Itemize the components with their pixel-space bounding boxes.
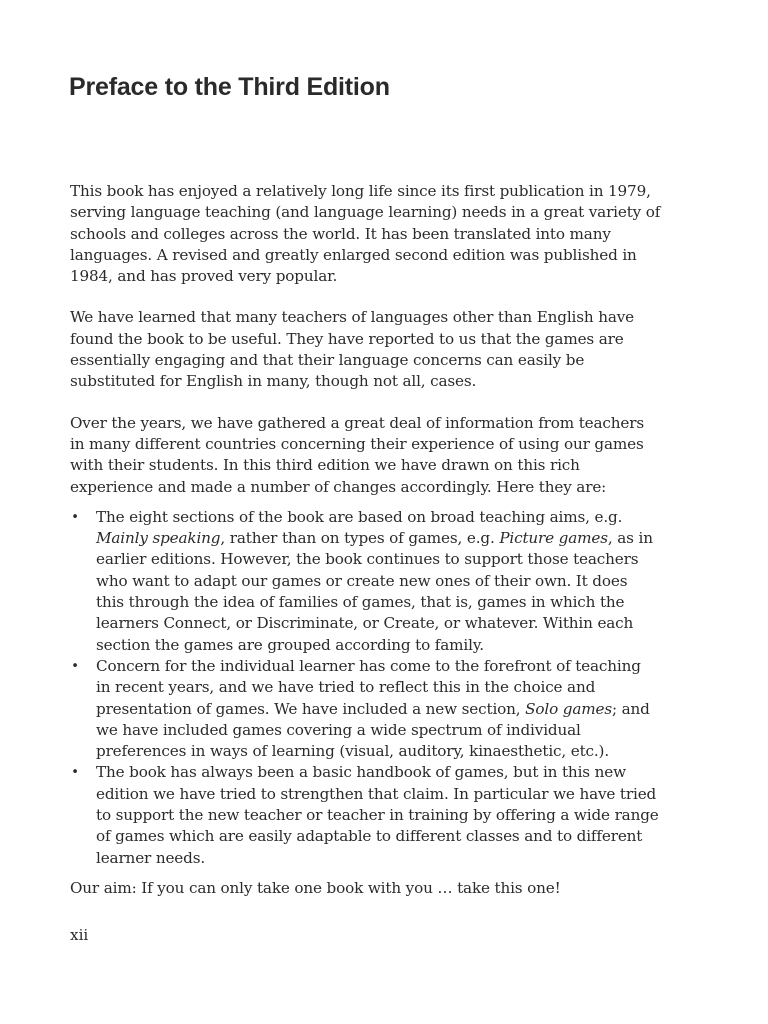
text-line: edition we have tried to strengthen that claim. In particular we have tried [96, 784, 657, 803]
preface-body [70, 181, 710, 899]
text-line: The eight sections of the book are based on broad teaching aims, e.g. [96, 507, 623, 526]
text-line: we have included games covering a wide spectrum of individual [96, 720, 581, 739]
text-line: serving language teaching (and language learning) needs in a great variety of [70, 203, 661, 222]
text-line: essentially engaging and that their language concerns can easily be [70, 351, 585, 370]
text-line: in recent years, and we have tried to reflect this in the choice and [96, 678, 596, 697]
text-line: who want to adapt our games or create new ones of their own. It does [96, 571, 628, 590]
text-line: This book has enjoyed a relatively long life since its first publication in 1979, [70, 182, 651, 200]
paragraph-changes-intro [70, 413, 710, 498]
text-line: to support the new teacher or teacher in training by offering a wide range [96, 806, 659, 825]
emphasis-text: Picture games [499, 529, 608, 548]
text-line: We have learned that many teachers of languages other than English have [70, 308, 635, 327]
paragraph-other-languages [70, 307, 710, 392]
bullet-icon: • [71, 765, 79, 781]
text-line: experience and made a number of changes accordingly. Here they are: [70, 477, 607, 496]
page-title: Preface to the Third Edition [69, 73, 390, 101]
text-line: learner needs. [96, 848, 206, 867]
text-line: 1984, and has proved very popular. [70, 267, 338, 286]
text-line: The book has always been a basic handbook of games, but in this new [96, 763, 626, 782]
text-line: preferences in ways of learning (visual, auditory, kinaesthetic, etc.). [96, 742, 610, 761]
text-line: substituted for English in many, though not all, cases. [70, 372, 477, 391]
text-run: , as in [607, 529, 653, 548]
bullet-icon: • [71, 658, 79, 674]
text-run: presentation of games. We have included a new section, [96, 699, 526, 718]
text-line [96, 528, 710, 549]
text-run: , rather than on types of games, e.g. [220, 529, 500, 548]
list-item [70, 507, 710, 656]
emphasis-text: Solo games [525, 699, 612, 718]
text-line: Concern for the individual learner has come to the forefront of teaching [96, 656, 641, 675]
page-number: xii [70, 926, 89, 944]
text-line [96, 699, 710, 720]
text-line: earlier editions. However, the book continues to support those teachers [96, 550, 639, 569]
text-line: found the book to be useful. They have reported to us that the games are [70, 329, 624, 348]
text-run: ; and [611, 699, 650, 718]
bullet-icon: • [71, 509, 79, 525]
changes-list [70, 507, 710, 869]
emphasis-text: Mainly speaking [96, 529, 221, 548]
text-line: Over the years, we have gathered a great deal of information from teachers [70, 413, 644, 432]
list-item [70, 762, 710, 868]
text-line: section the games are grouped according to family. [96, 635, 484, 654]
text-line: with their students. In this third edition we have drawn on this rich [70, 456, 580, 475]
list-item [70, 656, 710, 762]
text-line: of games which are easily adaptable to different classes and to different [96, 827, 643, 846]
text-line: learners Connect, or Discriminate, or Create, or whatever. Within each [96, 614, 634, 633]
text-line: in many different countries concerning their experience of using our games [70, 434, 644, 453]
paragraph-publication-history [70, 181, 710, 287]
text-line: schools and colleges across the world. It has been translated into many [70, 224, 611, 243]
closing-statement: Our aim: If you can only take one book with you … take this one! [70, 878, 561, 897]
text-line: languages. A revised and greatly enlarged second edition was published in [70, 245, 637, 264]
text-line: this through the idea of families of games, that is, games in which the [96, 593, 625, 612]
